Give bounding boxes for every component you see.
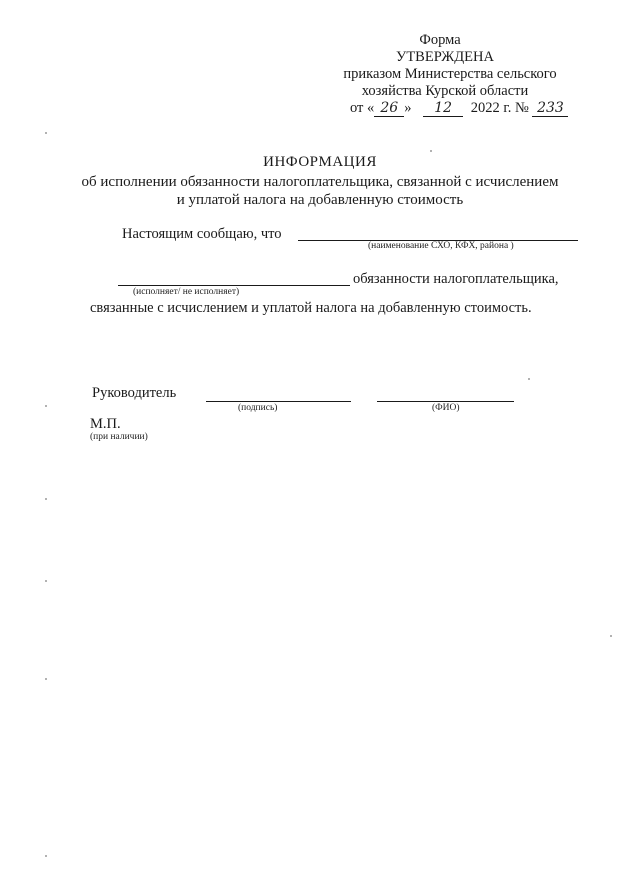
approval-approved-label: УТВЕРЖДЕНА [396, 49, 494, 65]
scan-speck [45, 580, 47, 582]
date-day-handwritten: 26 [374, 101, 404, 117]
approval-date-line [350, 100, 568, 117]
approval-region-line: хозяйства Курской области [361, 83, 529, 99]
fulfilment-text-continued: связанные с исчислением и уплатой налога на добавленную стоимость. [90, 300, 532, 316]
document-subtitle-line2: и уплатой налога на добавленную стоимость [176, 192, 464, 208]
organization-name-caption: (наименование СХО, КФХ, района ) [368, 241, 514, 251]
date-prefix: от « [350, 100, 375, 116]
seal-caption: (при наличии) [90, 432, 148, 442]
scan-speck [610, 635, 612, 637]
scan-speck [45, 498, 47, 500]
scan-speck [45, 405, 47, 407]
fulfilment-status-field[interactable] [118, 285, 350, 286]
document-title: ИНФОРМАЦИЯ [263, 154, 377, 170]
document-subtitle-line1: об исполнении обязанности налогоплательщика, связанной с исчислением [81, 174, 559, 190]
full-name-caption: (ФИО) [432, 403, 460, 413]
scan-speck [430, 150, 432, 152]
date-year: 2022 г. № [470, 100, 529, 116]
scan-speck [45, 678, 47, 680]
seal-label: М.П. [90, 416, 121, 432]
date-month-handwritten: 12 [423, 101, 463, 117]
hereby-label: Настоящим сообщаю, что [122, 226, 282, 242]
head-label: Руководитель [92, 385, 177, 401]
approval-form-label: Форма [419, 32, 461, 48]
signature-field[interactable] [206, 401, 351, 402]
order-number-handwritten: 233 [532, 101, 568, 117]
signature-caption: (подпись) [238, 403, 278, 413]
scan-speck [45, 132, 47, 134]
fulfilment-status-caption: (исполняет/ не исполняет) [133, 287, 240, 297]
full-name-field[interactable] [377, 401, 514, 402]
fulfilment-text: обязанности налогоплательщика, [353, 271, 559, 287]
scan-speck [45, 855, 47, 857]
approval-order-line: приказом Министерства сельского [343, 66, 557, 82]
scan-speck [528, 378, 530, 380]
date-mid: » [404, 100, 412, 116]
